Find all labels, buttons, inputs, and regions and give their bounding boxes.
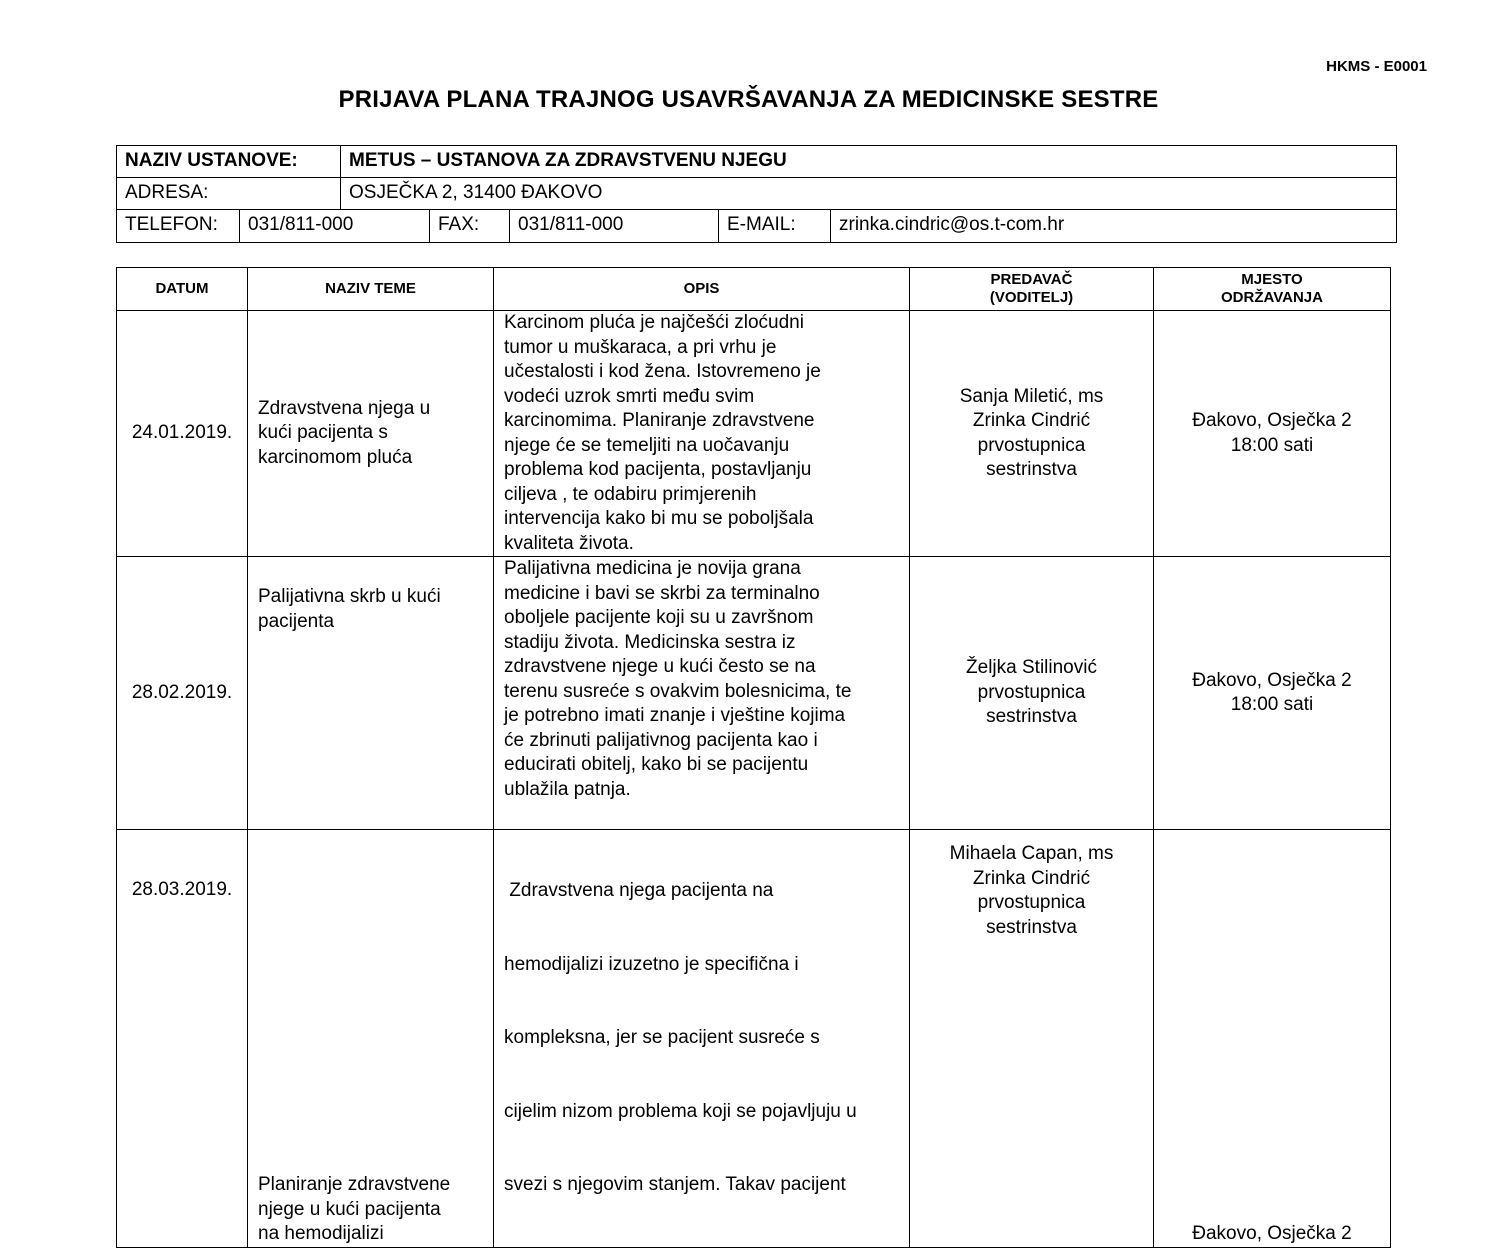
header-lecturer-line2: (VODITELJ) — [989, 289, 1074, 306]
institution-name-label: NAZIV USTANOVE: — [117, 146, 341, 177]
description-line: ciljeva , te odabiru primjerenih — [504, 483, 757, 505]
description-line: educirati obitelj, kako bi se pacijentu — [504, 754, 809, 775]
location-line: Đakovo, Osječka 2 — [1192, 1223, 1352, 1244]
header-date: DATUM — [117, 268, 248, 311]
schedule-header-row — [117, 268, 1391, 311]
row-description — [494, 830, 910, 1248]
lecturer-line: prvostupnica — [977, 434, 1086, 456]
description-line: će zbrinuti palijativnog pacijenta kao i — [504, 729, 818, 751]
document-code: HKMS - E0001 — [1326, 58, 1427, 75]
topic-line: Palijativna skrb u kući — [258, 586, 441, 607]
description-line: kvaliteta života. — [504, 532, 634, 554]
row-location — [1154, 830, 1391, 1248]
row-date: 24.01.2019. — [117, 311, 248, 557]
topic-line: na hemodijalizi — [258, 1223, 384, 1244]
row-date: 28.03.2019. — [117, 830, 248, 1248]
institution-address-row — [117, 178, 1396, 210]
lecturer-line: Zrinka Cindrić — [972, 410, 1091, 431]
email-value: zrinka.cindric@os.t-com.hr — [839, 214, 1065, 235]
header-topic: NAZIV TEME — [248, 268, 494, 311]
lecturer-line: Mihaela Capan, ms — [949, 843, 1114, 864]
header-location-line2: ODRŽAVANJA — [1221, 289, 1323, 306]
fax-value: 031/811-000 — [510, 210, 719, 242]
lecturer-line: prvostupnica — [977, 681, 1086, 703]
table-row — [117, 830, 1391, 1248]
lecturer-line: Zrinka Cindrić — [972, 867, 1091, 889]
document-title: PRIJAVA PLANA TRAJNOG USAVRŠAVANJA ZA MEDICINSKE SESTRE — [338, 86, 1159, 113]
description-line: tumor u muškaraca, a pri vrhu je — [504, 336, 777, 358]
row-location — [1154, 557, 1391, 830]
header-location — [1154, 268, 1391, 311]
fax-label: FAX: — [430, 210, 510, 242]
institution-address-label: ADRESA: — [117, 178, 341, 209]
lecturer-line: Sanja Miletić, ms — [959, 385, 1104, 407]
topic-line: njege u kući pacijenta — [258, 1198, 441, 1220]
topic-line: Planiranje zdravstvene — [258, 1174, 451, 1195]
row-date: 28.02.2019. — [117, 557, 248, 830]
description-line: vodeći uzrok smrti među svim — [504, 385, 755, 407]
row-lecturer — [910, 830, 1154, 1248]
description-line: cijelim nizom problema koji se pojavljuju u — [504, 1100, 857, 1122]
description-line: terenu susreće s ovakvim bolesnicima, te — [504, 680, 852, 702]
location-line: Đakovo, Osječka 2 — [1192, 410, 1352, 431]
row-topic — [248, 311, 494, 557]
header-lecturer — [910, 268, 1154, 311]
table-row — [117, 557, 1391, 830]
lecturer-line: prvostupnica — [977, 892, 1086, 913]
description-line: učestalosti i kod žena. Istovremeno je — [504, 361, 821, 382]
description-line: Palijativna medicina je novija grana — [504, 558, 801, 579]
email-label: E-MAIL: — [719, 210, 831, 242]
location-line: 18:00 sati — [1230, 434, 1314, 456]
row-topic — [248, 830, 494, 1248]
phone-label: TELEFON: — [117, 210, 240, 242]
institution-info-block — [116, 145, 1397, 243]
description-line: Karcinom pluća je najčešći zloćudni — [504, 312, 804, 333]
description-line: oboljele pacijente koji su u završnom — [504, 607, 814, 628]
description-line: njege će se temeljiti na uočavanju — [504, 434, 790, 456]
description-line: je potrebno imati znanje i vještine kojima — [504, 705, 846, 726]
description-line: medicine i bavi se skrbi za terminalno — [504, 582, 820, 604]
institution-address-value: OSJEČKA 2, 31400 ĐAKOVO — [349, 182, 603, 203]
institution-name-value: METUS – USTANOVA ZA ZDRAVSTVENU NJEGU — [349, 150, 787, 171]
header-description: OPIS — [494, 268, 910, 311]
description-line: svezi s njegovim stanjem. Takav pacijent — [504, 1174, 846, 1195]
phone-value: 031/811-000 — [240, 210, 430, 242]
description-line: Zdravstvena njega pacijenta na — [504, 880, 774, 901]
topic-line: karcinomom pluća — [258, 446, 413, 468]
schedule-table — [116, 267, 1391, 1248]
description-line: stadiju života. Medicinska sestra iz — [504, 631, 796, 653]
row-location — [1154, 311, 1391, 557]
row-lecturer — [910, 311, 1154, 557]
lecturer-line: sestrinstva — [986, 706, 1077, 728]
location-line: 18:00 sati — [1230, 694, 1314, 715]
institution-name-row — [117, 146, 1396, 178]
row-lecturer — [910, 557, 1154, 830]
description-line: karcinomima. Planiranje zdravstvene — [504, 410, 815, 431]
topic-line: pacijenta — [258, 610, 335, 632]
topic-line: Zdravstvena njega u — [258, 397, 431, 419]
row-topic — [248, 557, 494, 830]
description-line: zdravstvene njege u kući često se na — [504, 656, 816, 677]
description-line: intervencija kako bi mu se poboljšala — [504, 508, 814, 529]
row-description — [494, 557, 910, 830]
description-line: ublažila patnja. — [504, 778, 631, 800]
lecturer-line: Željka Stilinović — [966, 657, 1097, 679]
description-line: hemodijalizi izuzetno je specifična i — [504, 953, 799, 975]
topic-line: kući pacijenta s — [258, 422, 388, 444]
lecturer-line: sestrinstva — [986, 916, 1077, 938]
table-row — [117, 311, 1391, 557]
location-line: Đakovo, Osječka 2 — [1192, 669, 1352, 691]
header-location-line1: MJESTO — [1241, 271, 1303, 288]
row-description — [494, 311, 910, 557]
institution-contact-row — [117, 210, 1396, 242]
header-lecturer-line1: PREDAVAČ — [990, 271, 1073, 288]
description-line: problema kod pacijenta, postavljanju — [504, 459, 812, 480]
description-line: kompleksna, jer se pacijent susreće s — [504, 1027, 820, 1048]
lecturer-line: sestrinstva — [986, 459, 1077, 480]
